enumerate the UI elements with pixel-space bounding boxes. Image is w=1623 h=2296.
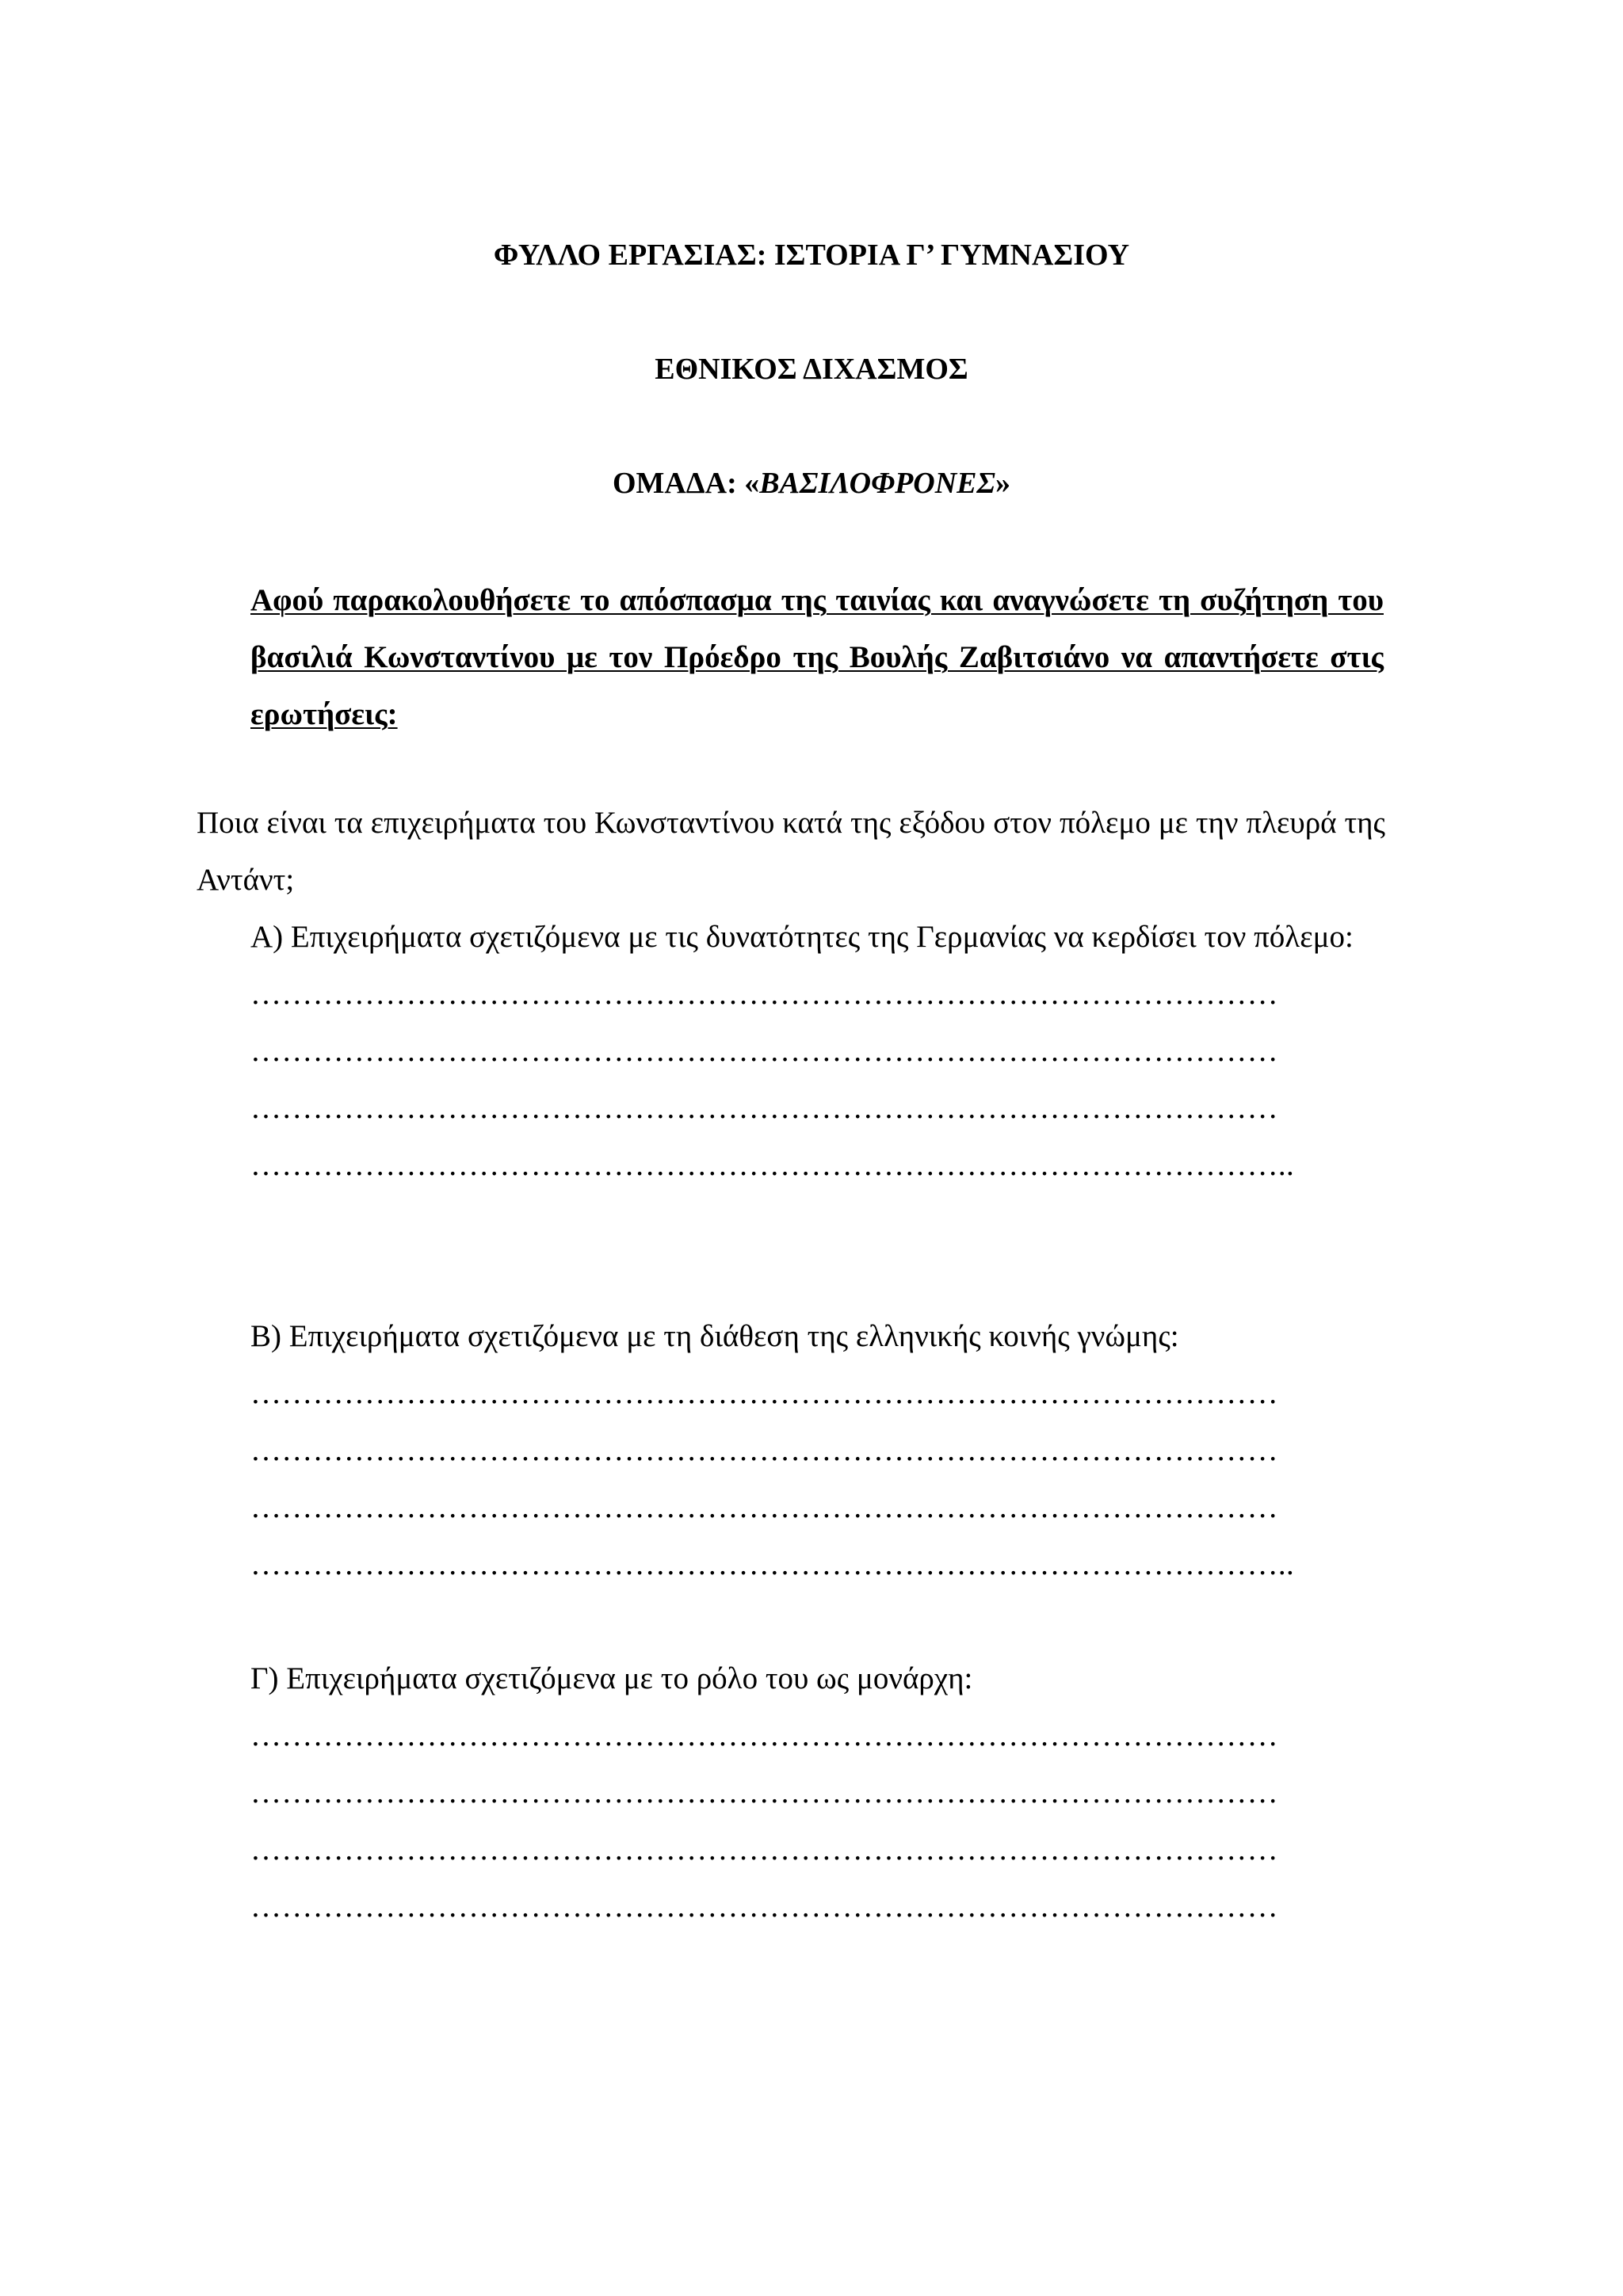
answer-line-c3[interactable]: ……………………………………………………………………………………… <box>250 1833 1278 1867</box>
answer-line-a2[interactable]: ……………………………………………………………………………………… <box>250 1034 1278 1068</box>
answer-line-b4[interactable]: ……………………………………………………………………………………….. <box>250 1547 1294 1581</box>
answer-line-a1[interactable]: ……………………………………………………………………………………… <box>250 977 1278 1011</box>
group-prefix: ΟΜΑΔΑ: « <box>612 467 760 500</box>
answer-line-b2[interactable]: ……………………………………………………………………………………… <box>250 1433 1278 1467</box>
section-a <box>250 909 1376 1194</box>
section-c-label: Γ) Επιχειρήματα σχετιζόμενα με το ρόλο του ως μονάρχη: <box>250 1661 973 1695</box>
section-b-label: Β) Επιχειρήματα σχετιζόμενα με τη διάθεση της ελληνικής κοινής γνώμης: <box>250 1319 1179 1353</box>
answer-line-c1[interactable]: ……………………………………………………………………………………… <box>250 1718 1278 1753</box>
answer-line-a4[interactable]: ……………………………………………………………………………………….. <box>250 1148 1294 1182</box>
page-subtitle: ΕΘΝΙΚΟΣ ΔΙΧΑΣΜΟΣ <box>655 353 968 386</box>
answer-line-c4[interactable]: ……………………………………………………………………………………… <box>250 1890 1278 1924</box>
section-c <box>250 1650 1376 1936</box>
group-name: ΒΑΣΙΛΟΦΡΟΝΕΣ <box>759 467 996 500</box>
group-suffix: » <box>995 467 1011 500</box>
main-question: Ποια είναι τα επιχειρήματα του Κωνσταντίνου κατά της εξόδου στον πόλεμο με την πλευρά της Αντάντ; <box>197 806 1385 897</box>
section-b <box>250 1308 1376 1593</box>
page-title: ΦΥΛΛΟ ΕΡΓΑΣΙΑΣ: ΙΣΤΟΡΙΑ Γ’ ΓΥΜΝΑΣΙΟΥ <box>493 238 1130 272</box>
answer-line-c2[interactable]: ……………………………………………………………………………………… <box>250 1775 1278 1810</box>
group-heading <box>0 464 1623 502</box>
section-a-label: Α) Επιχειρήματα σχετιζόμενα με τις δυνατότητες της Γερμανίας να κερδίσει τον πόλεμο: <box>250 920 1354 954</box>
answer-line-b1[interactable]: ……………………………………………………………………………………… <box>250 1376 1278 1410</box>
answer-line-b3[interactable]: ……………………………………………………………………………………… <box>250 1490 1278 1524</box>
answer-line-a3[interactable]: ……………………………………………………………………………………… <box>250 1091 1278 1125</box>
instructions-text: Αφού παρακολουθήσετε το απόσπασμα της ταινίας και αναγνώσετε τη συζήτηση του βασιλιά Κωνσταντίνου με τον Πρόεδρο της Βουλής Ζαβιτσιάνο να απαντήσετε στις ερωτήσεις: <box>250 583 1384 731</box>
